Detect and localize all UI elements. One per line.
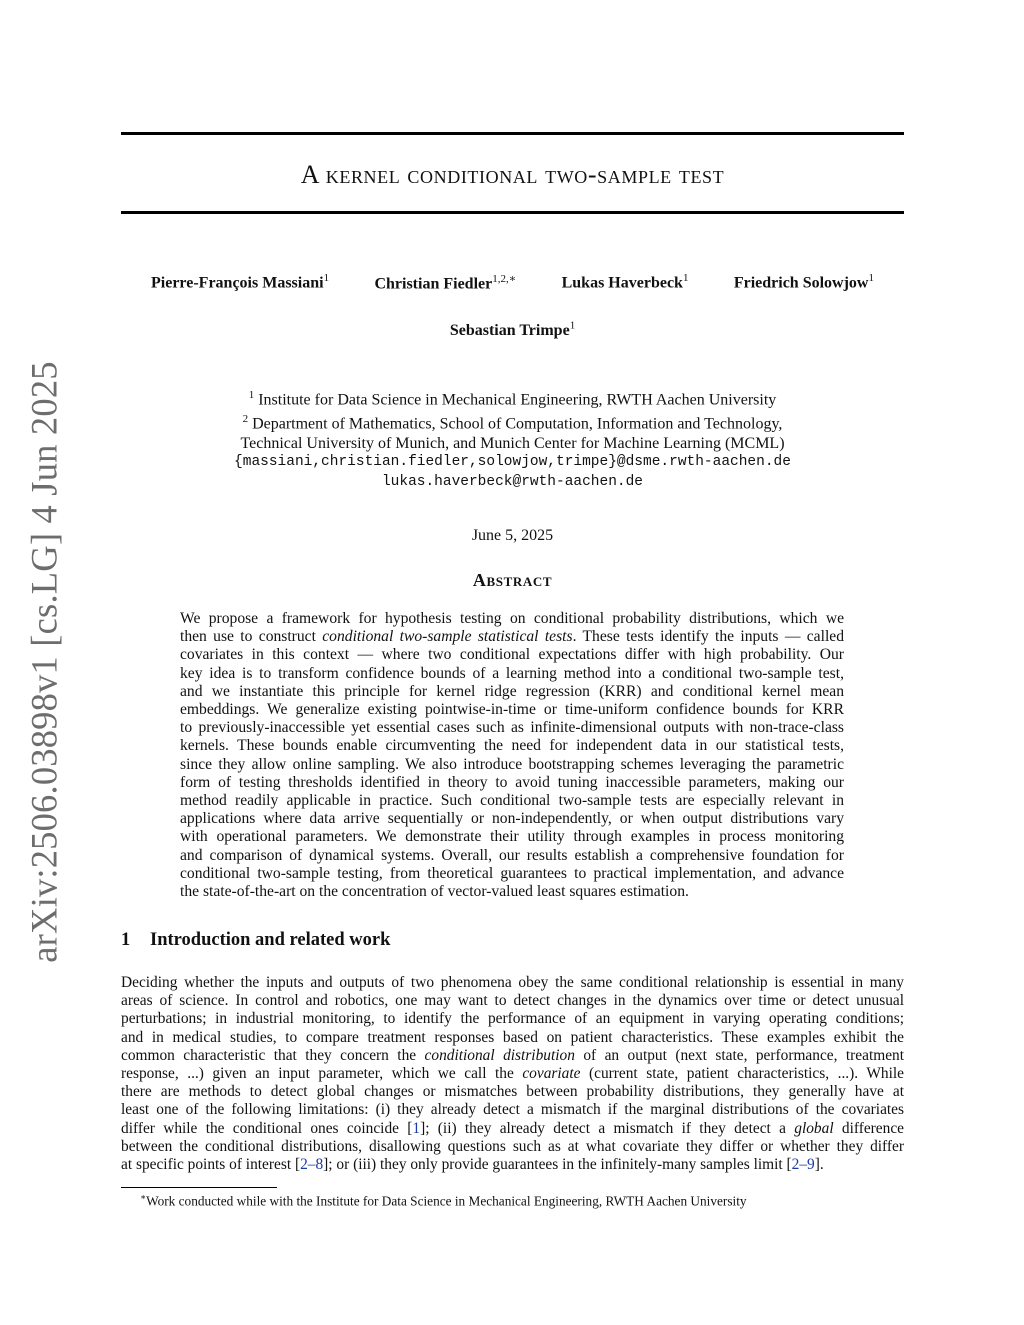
emphasized-text: covariate (522, 1065, 581, 1083)
affiliation-line: Technical University of Munich, and Munich Center for Machine Learning (MCML) (240, 434, 785, 452)
line-text: covariates in this context — where two conditional expectations differ with high probability. Our (180, 646, 844, 664)
affiliation-line: $^2$ Department of Mathematics, School of Computation, Information and Technology, (242, 412, 783, 433)
footnote: ∗Work conducted while with the Institute for Data Science in Mechanical Engineering, RWTH Aachen University (140, 1192, 747, 1209)
text-line (121, 1010, 904, 1028)
emphasized-text: global (794, 1119, 834, 1137)
line-text: differ while the conditional ones coincide [ (121, 1119, 413, 1137)
text-line (121, 1120, 904, 1138)
text-line (121, 992, 904, 1010)
footnote-rule (121, 1187, 277, 1188)
line-text: and we instantiate this principle for kernel ridge regression (KRR) and conditional kernel mean (180, 682, 844, 700)
text-line (121, 1029, 904, 1047)
text-line (180, 737, 844, 755)
line-text: and in medical studies, to compare treatment responses based on patient characteristics. These examples exhibit the (121, 1028, 904, 1046)
text-line (121, 974, 904, 992)
line-text: and comparison of dynamical systems. Overall, our results establish a comprehensive foundation for (180, 846, 844, 864)
text-line (180, 810, 844, 828)
affiliations (121, 386, 904, 492)
publication-date: June 5, 2025 (471, 527, 554, 544)
text-line (180, 665, 844, 683)
line-text: perturbations; in industrial monitoring, to identify the performance of an equipment in varying operating conditions; (121, 1010, 904, 1028)
text-line (180, 719, 844, 737)
text-line (121, 1138, 904, 1156)
text-line (180, 756, 844, 774)
line-text: . These tests identify the inputs — called (572, 628, 844, 646)
citation-link[interactable]: 2–9 (791, 1156, 815, 1174)
paper-title: A kernel conditional two-sample test (300, 160, 725, 189)
line-text: We propose a framework for hypothesis testing on conditional probability distributions, which we (180, 610, 844, 627)
text-line (180, 683, 844, 701)
author-list-second-row (121, 320, 904, 340)
author-name: Pierre-François Massiani$^1$ (151, 272, 330, 292)
line-text: common characteristic that they concern the (121, 1046, 425, 1064)
arxiv-identifier-stamp: arXiv:2506.03898v1 [cs.LG] 4 Jun 2025 (23, 361, 65, 963)
title-rule-bottom (121, 211, 904, 214)
line-text: ]. (814, 1156, 824, 1174)
text-line (180, 865, 844, 883)
text-line (121, 1156, 904, 1174)
abstract-body (180, 610, 844, 901)
text-line (121, 1101, 904, 1119)
affiliation-line: $^1$ Institute for Data Science in Mechanical Engineering, RWTH Aachen University (248, 389, 777, 409)
section-title: Introduction and related work (150, 930, 391, 950)
line-text: areas of science. In control and robotics, one may want to detect changes in the dynamics over time or detect unusual (121, 992, 904, 1010)
emphasized-text: conditional two-sample statistical tests (322, 628, 573, 646)
line-text: response, ...) given an input parameter, which we call the (121, 1065, 523, 1083)
text-line (180, 774, 844, 792)
line-text: since they allow online sampling. We also introduce bootstrapping schemes leveraging the parametric (180, 755, 844, 773)
line-text: applications where data arrive sequentially or non-independently, or when output distributions vary (180, 810, 844, 828)
text-line (180, 628, 844, 646)
line-text: then use to construct (180, 628, 323, 646)
line-text: difference (833, 1119, 904, 1137)
citation-link[interactable]: 2–8 (300, 1156, 324, 1174)
line-text: ]; or (iii) they only provide guarantees in the infinitely-many samples limit [ (323, 1156, 792, 1174)
line-text: between the conditional distributions, disallowing questions such as at what covariate they differ or whether they differ (121, 1137, 904, 1155)
line-text: the state-of-the-art on the concentration of vector-valued least squares estimation. (180, 883, 689, 901)
section-heading (121, 930, 390, 951)
author-name: Christian Fiedler$^{1,2,∗}$ (374, 273, 517, 293)
text-line (121, 1047, 904, 1065)
section-number: 1 (121, 930, 131, 950)
abstract-heading: Abstract (472, 570, 553, 590)
line-text: of an output (next state, performance, treatment (574, 1046, 904, 1064)
title-rule-top (121, 132, 904, 135)
text-line (180, 847, 844, 865)
introduction-body (121, 974, 904, 1174)
email-address[interactable]: {massiani,christian.fiedler,solowjow,trimpe}@dsme.rwth-aachen.de (234, 454, 791, 471)
line-text: at specific points of interest [ (121, 1156, 301, 1174)
text-line (180, 792, 844, 810)
emphasized-text: conditional distribution (424, 1046, 575, 1064)
author-list (121, 272, 904, 293)
author-name: Sebastian Trimpe$^1$ (449, 320, 576, 340)
line-text: least one of the following limitations: (i) they already detect a mismatch if the marginal distributions of the covariates (121, 1101, 904, 1119)
text-line (180, 883, 844, 901)
text-line (180, 646, 844, 664)
text-line (180, 610, 844, 628)
author-name: Friedrich Solowjow$^1$ (733, 272, 874, 292)
line-text: form of testing thresholds identified in theory to avoid tuning inaccessible parameters, making our (180, 773, 844, 791)
text-line (121, 1065, 904, 1083)
author-name: Lukas Haverbeck$^1$ (561, 272, 689, 292)
line-text: ]; (ii) they already detect a mismatch if they detect a (420, 1119, 795, 1137)
text-line (180, 828, 844, 846)
line-text: to previously-inaccessible yet essential cases such as infinite-dimensional outputs with non-trace-class (180, 719, 844, 737)
line-text: method readily applicable in practice. Such conditional two-sample tests are especially relevant in (180, 792, 844, 810)
line-text: with operational parameters. We demonstrate their utility through examples in process monitoring (180, 828, 844, 846)
email-address[interactable]: lukas.haverbeck@rwth-aachen.de (381, 473, 644, 490)
line-text: conditional two-sample testing, from theoretical guarantees to practical implementation, and advance (180, 864, 844, 882)
text-line (121, 1083, 904, 1101)
line-text: Deciding whether the inputs and outputs of two phenomena obey the same conditional relationship is essential in many (121, 974, 904, 991)
line-text: kernels. These bounds enable circumventing the need for independent data in our statistical tests, (180, 737, 844, 755)
line-text: key idea is to transform confidence bounds of a learning method into a conditional two-sample test, (180, 664, 844, 682)
text-line (180, 701, 844, 719)
line-text: there are methods to detect global changes or mismatches between probability distributions, they generally have at (121, 1083, 904, 1101)
line-text: embeddings. We generalize existing pointwise-in-time or time-uniform confidence bounds for KRR (180, 701, 844, 719)
line-text: (current state, patient characteristics, ...). While (580, 1065, 904, 1083)
citation-link[interactable]: 1 (412, 1119, 421, 1137)
